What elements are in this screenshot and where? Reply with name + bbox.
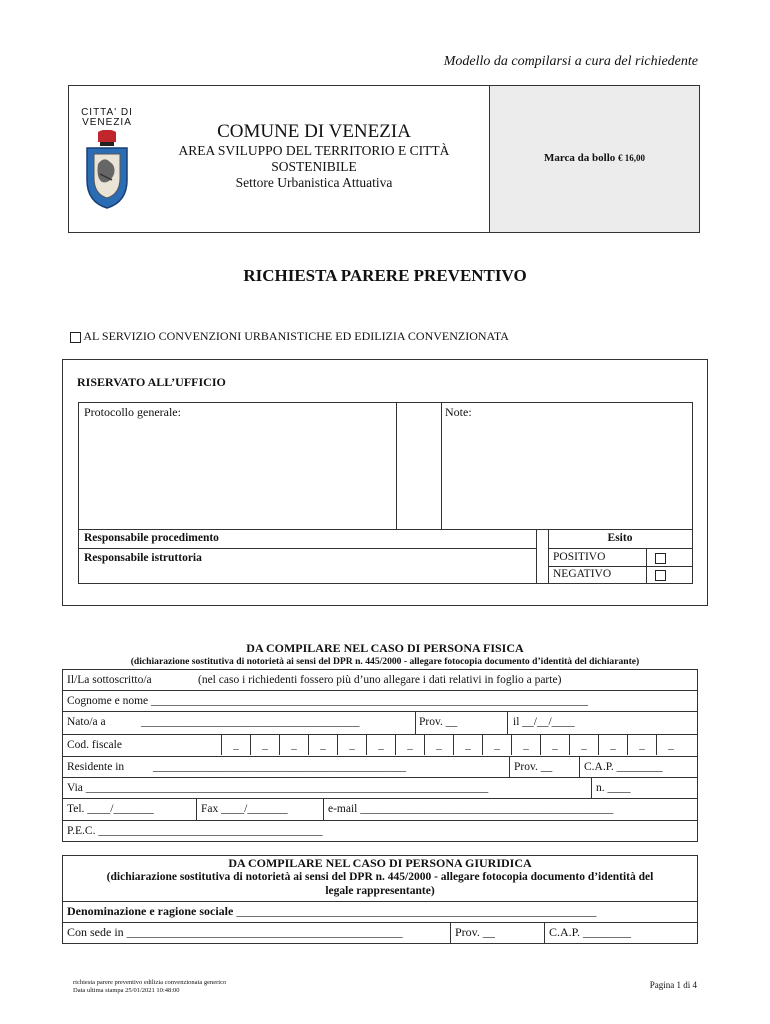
row-cf <box>62 735 698 757</box>
cf-cell[interactable]: _ <box>221 735 250 755</box>
physical-title: DA COMPILARE NEL CASO DI PERSONA FISICA <box>246 641 524 655</box>
header-note: Modello da compilarsi a cura del richiedente <box>443 54 698 69</box>
legal-subtitle-line2: legale rappresentante) <box>325 885 435 897</box>
born-prov-field[interactable]: Prov. __ <box>419 716 458 728</box>
cf-cell[interactable]: _ <box>482 735 511 755</box>
surname-field[interactable]: Cognome e nome ____________________________________________________________________________ <box>67 695 588 707</box>
born-label: Nato/a a <box>67 716 106 728</box>
seat-field[interactable]: Con sede in ______________________________________________ <box>67 925 403 939</box>
note-label: Note: <box>445 405 472 419</box>
note-field[interactable] <box>443 421 691 527</box>
logo <box>77 108 137 215</box>
cf-cell[interactable]: _ <box>453 735 482 755</box>
page-number: Pagina 1 di 4 <box>649 980 697 990</box>
tel-field[interactable]: Tel. ____/_______ <box>67 803 154 815</box>
cf-cell[interactable]: _ <box>424 735 453 755</box>
cf-cell[interactable]: _ <box>395 735 424 755</box>
denomination-field[interactable]: ____________________________________________________________ <box>236 904 597 918</box>
resp-procedimento-label: Responsabile procedimento <box>84 532 219 544</box>
cf-cell[interactable]: _ <box>511 735 540 755</box>
resident-label: Residente in <box>67 761 125 773</box>
fax-field[interactable]: Fax ____/_______ <box>201 803 288 815</box>
footer-print-date: Data ultima stampa 25/01/2021 10:48:00 <box>73 987 180 994</box>
row-born <box>62 712 698 735</box>
row-via <box>62 778 698 799</box>
entity-sector: Settore Urbanistica Attuativa <box>235 175 393 190</box>
logo-text-line1: CITTA' DI <box>81 107 133 118</box>
via-field[interactable]: Via ______________________________________________________________________ <box>67 782 489 794</box>
legal-title: DA COMPILARE NEL CASO DI PERSONA GIURIDICA <box>228 856 532 870</box>
service-checkbox[interactable] <box>70 332 81 343</box>
logo-text-line2: VENEZIA <box>82 117 132 128</box>
cf-cell[interactable]: _ <box>250 735 279 755</box>
cf-cell[interactable]: _ <box>366 735 395 755</box>
legal-subtitle-line1: (dichiarazione sostitutiva di notorietà ai sensi del DPR n. 445/2000 - allegare fotocopia documento d’identità del <box>106 871 654 883</box>
esito-label: Esito <box>607 532 633 544</box>
service-option[interactable] <box>70 329 509 344</box>
email-field[interactable]: e-mail ____________________________________________ <box>328 803 614 815</box>
office-title: RISERVATO ALL’UFFICIO <box>77 375 226 389</box>
entity-name: COMUNE DI VENEZIA <box>217 121 411 142</box>
office-box <box>62 359 708 606</box>
cf-label: Cod. fiscale <box>67 739 122 751</box>
born-field[interactable]: ______________________________________ <box>141 716 360 728</box>
cf-cell[interactable]: _ <box>279 735 308 755</box>
cf-cell[interactable]: _ <box>569 735 598 755</box>
negativo-label: NEGATIVO <box>553 568 612 580</box>
row-pec <box>62 821 698 842</box>
row-surname[interactable] <box>62 691 698 712</box>
negativo-checkbox[interactable] <box>655 570 666 581</box>
row-contacts <box>62 799 698 821</box>
resident-prov-field[interactable]: Prov. __ <box>514 761 553 773</box>
birth-date-field[interactable]: il __/__/____ <box>513 716 575 728</box>
undersigned-note: (nel caso i richiedenti fossero più d’uno allegare i dati relativi in foglio a parte) <box>198 674 562 686</box>
positivo-checkbox[interactable] <box>655 553 666 564</box>
responsabili-table <box>78 529 693 584</box>
cf-cell[interactable]: _ <box>540 735 569 755</box>
cf-cell[interactable]: _ <box>598 735 627 755</box>
denomination-label: Denominazione e ragione sociale <box>67 904 234 918</box>
protocol-field[interactable] <box>80 421 394 527</box>
pec-field[interactable]: P.E.C. _______________________________________ <box>67 825 323 837</box>
legal-prov-field[interactable]: Prov. __ <box>455 925 495 939</box>
positivo-label: POSITIVO <box>553 551 606 563</box>
entity-dept-line2: SOSTENIBILE <box>271 159 357 174</box>
row-undersigned <box>62 669 698 691</box>
cf-cell[interactable]: _ <box>656 735 685 755</box>
row-resident <box>62 757 698 778</box>
cf-cell[interactable]: _ <box>337 735 366 755</box>
stamp-amount: € 16,00 <box>618 153 646 163</box>
venice-coat-of-arms-icon <box>82 130 132 210</box>
number-field[interactable]: n. ____ <box>596 782 631 794</box>
page-title: RICHIESTA PARERE PREVENTIVO <box>243 266 527 285</box>
protocol-label: Protocollo generale: <box>84 405 181 419</box>
entity-dept-line1: AREA SVILUPPO DEL TERRITORIO E CITTÀ <box>178 143 450 158</box>
protocol-notes-table <box>78 402 693 530</box>
legal-cap-field[interactable]: C.A.P. ________ <box>549 925 632 939</box>
cf-cell[interactable]: _ <box>627 735 656 755</box>
resident-field[interactable]: ____________________________________________ <box>153 761 406 773</box>
undersigned-label: Il/La sottoscritto/a <box>67 674 152 686</box>
cf-cell[interactable]: _ <box>308 735 337 755</box>
stamp-label: Marca da bollo <box>543 152 616 164</box>
legal-box <box>62 855 698 944</box>
service-option-label: AL SERVIZIO CONVENZIONI URBANISTICHE ED EDILIZIA CONVENZIONATA <box>83 329 509 343</box>
stamp-area <box>490 152 699 164</box>
resp-istruttoria-label: Responsabile istruttoria <box>84 552 202 564</box>
footer-doc-name: richiesta parere preventivo edilizia convenzionata generico <box>73 979 227 986</box>
physical-subtitle: (dichiarazione sostitutiva di notorietà ai sensi del DPR n. 445/2000 - allegare fotocopia documento d’identità del dichiarante) <box>130 656 640 667</box>
resident-cap-field[interactable]: C.A.P. ________ <box>584 761 663 773</box>
footer-doc-info <box>73 979 226 995</box>
header-box <box>68 85 700 233</box>
